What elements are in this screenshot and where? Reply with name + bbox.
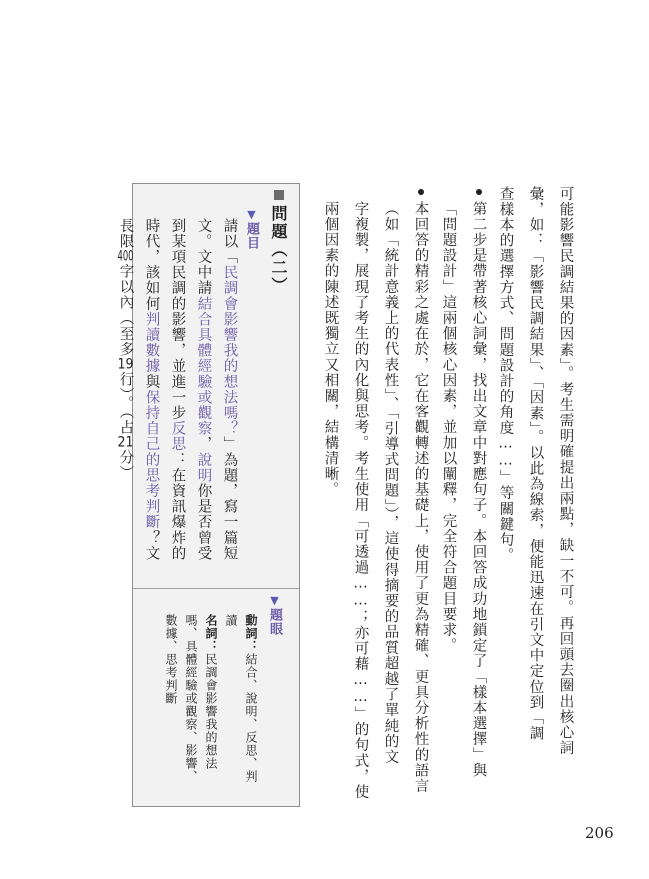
keyeye-noun-cont: 嗎、具體經驗或觀察、影響、: [184, 614, 198, 783]
body-line-2: 彙，如：「影響民調結果」、「因素」。以此為線索，便能迅速在引文中定位到「調: [527, 186, 544, 742]
bullet: [476, 189, 482, 195]
question-line-4: 時代，該如何判讀數據與保持自己的思考判斷？文: [143, 218, 160, 562]
question-title: 問題（二）: [269, 205, 288, 295]
keyeye-verb-cont: 讀: [224, 614, 238, 627]
keyeye-title: ▼題眼: [267, 594, 282, 637]
page-number: 206: [585, 824, 614, 842]
body-line-6: 本回答的精彩之處在於，它在客觀轉述的基礎上，使用了更為精確、更具分析性的語言: [412, 201, 429, 794]
keyeye-noun-cont2: 數據、思考判斷: [164, 614, 178, 705]
body-line-9: 兩個因素的陳述既獨立又相關，結構清晰。: [322, 201, 339, 498]
body-line-1: 可能影響民調結果的因素」。考生需明確提出兩點，缺一不可。再回頭去圈出核心詞: [557, 186, 574, 756]
triangle-marker-icon: ▼: [268, 594, 281, 609]
keyeye-noun: 名詞：民調會影響我的想法: [204, 614, 218, 770]
bullet: [418, 189, 424, 195]
body-line-4: 第二步是帶著核心詞彙，找出文章中對應句子。本回答成功地鎖定了「樣本選擇」與: [470, 201, 487, 779]
body-line-7: （如「統計意義上的代表性」、「引導式問題」），這使得摘要的品質超越了單純的文: [382, 201, 399, 765]
keyeye-verb: 動詞：結合、說明、反思、判: [244, 614, 258, 783]
body-line-5: 「問題設計」這兩個核心因素，並加以闡釋，完全符合題目要求。: [440, 201, 457, 654]
question-subtitle: ▼題目: [244, 208, 259, 251]
question-line-2: 文。文中請結合具體經驗或觀察，說明你是否曾受: [195, 218, 212, 562]
triangle-marker-icon: ▼: [245, 208, 258, 223]
question-line-3: 到某項民調的影響，並進一步反思：在資訊爆炸的: [169, 218, 186, 562]
square-marker-icon: [274, 190, 284, 200]
question-line-5: 長限400字以內（至多19行）。（占21分）: [117, 218, 134, 482]
question-line-1: 請以「民調會影響我的想法嗎？」為題，寫一篇短: [221, 218, 238, 562]
body-line-8: 字複製，展現了考生的內化與思考。考生使用「可透過……；亦可藉……」的句式，使: [352, 201, 369, 800]
box-divider: [133, 588, 299, 589]
body-line-3: 查樣本的選擇方式、問題設計的角度……」等關鍵句。: [497, 186, 514, 564]
